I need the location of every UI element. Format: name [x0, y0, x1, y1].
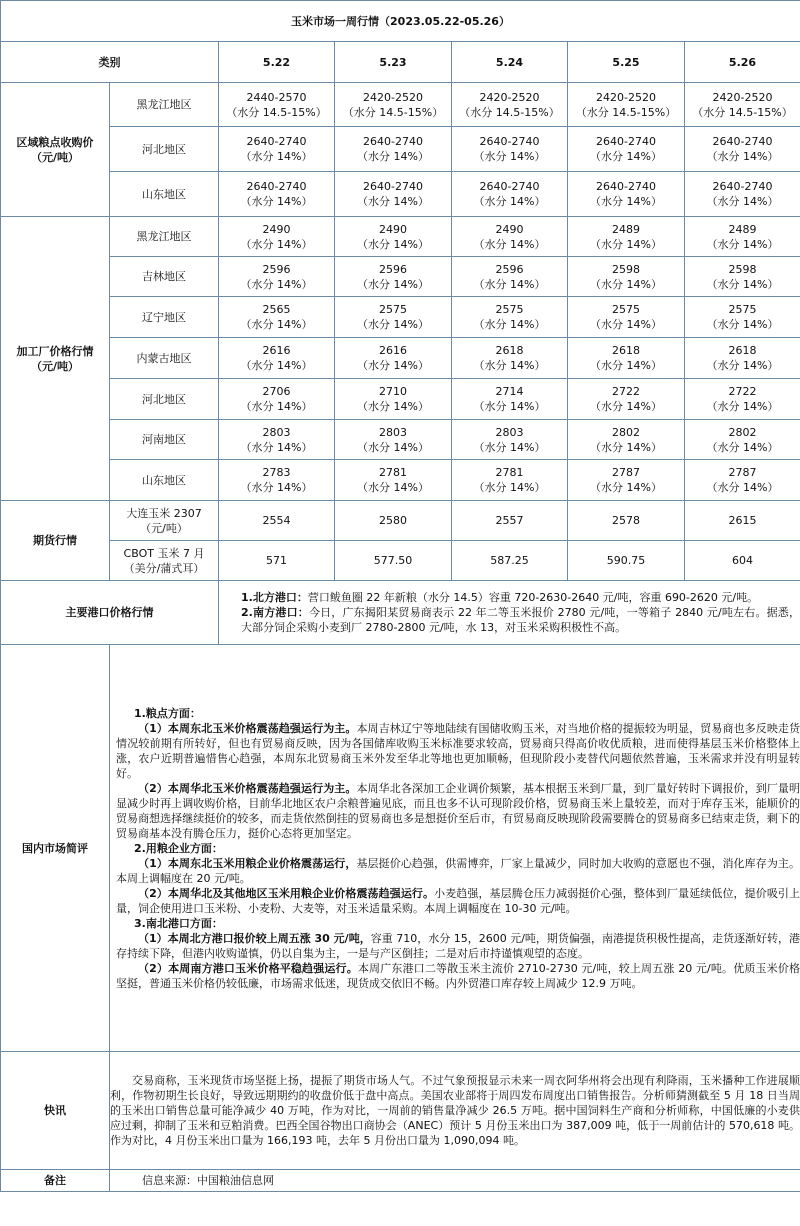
- price-cell: 2640-2740 （水分 14%）: [452, 172, 568, 217]
- futures-value: 2580: [335, 501, 452, 541]
- price-cell: 2575 （水分 14%）: [335, 297, 452, 338]
- port-item: 1.北方港口：营口鲅鱼圈 22 年新粮（水分 14.5）容重 720-2630-2640 元/吨，容重 690-2620 元/吨。: [241, 591, 759, 604]
- futures-value: 571: [219, 541, 335, 581]
- futures-value: 577.50: [335, 541, 452, 581]
- price-cell: 2803 （水分 14%）: [452, 420, 568, 460]
- note-label: 备注: [1, 1170, 110, 1192]
- region-name: 黑龙江地区: [110, 83, 219, 127]
- date-header: 5.22: [219, 42, 335, 83]
- port-item: 2.南方港口：今日，广东揭阳某贸易商表示 22 年二等玉米报价 2780 元/吨，一等箱子 2840 元/吨左右。据悉，大部分饲企采购小麦到厂 2780-2800 元/吨，水 13，对玉米采购积极性不高。: [241, 606, 800, 634]
- port-price-label: 主要港口价格行情: [1, 581, 219, 645]
- price-cell: 2722 （水分 14%）: [568, 379, 685, 420]
- price-cell: 2640-2740 （水分 14%）: [335, 172, 452, 217]
- price-cell: 2420-2520 （水分 14.5-15%）: [452, 83, 568, 127]
- price-cell: 2802 （水分 14%）: [568, 420, 685, 460]
- futures-value: 2615: [685, 501, 800, 541]
- region-name: 吉林地区: [110, 257, 219, 297]
- price-cell: 2616 （水分 14%）: [219, 338, 335, 379]
- review-paragraph: （1）本周东北玉米价格震荡趋强运行为主。本周吉林辽宁等地陆续有国储收购玉米，对当地价格的提振较为明显，贸易商也多反映走货情况较前期有所转好，但也有贸易商反映，因为各国储库收购玉米标准要求较高，贸易商只得高价收优质粮，进而使得基层玉米价格整体上涨，农户近期普遍惜售心趋强，本周东北贸易商玉米外发至华北等地也更加顺畅，但现阶段小麦替代问题依然普遍，玉米需求并没有明显转好。: [116, 721, 800, 780]
- review-section-head: 2.用粮企业方面：: [134, 841, 223, 855]
- price-cell: 2575 （水分 14%）: [452, 297, 568, 338]
- price-cell: 2640-2740 （水分 14%）: [335, 127, 452, 172]
- price-cell: 2420-2520 （水分 14.5-15%）: [335, 83, 452, 127]
- price-cell: 2575 （水分 14%）: [568, 297, 685, 338]
- price-cell: 2640-2740 （水分 14%）: [568, 172, 685, 217]
- price-cell: 2640-2740 （水分 14%）: [219, 172, 335, 217]
- regional-price-label: 区域粮点收购价（元/吨）: [1, 83, 110, 217]
- price-cell: 2706 （水分 14%）: [219, 379, 335, 420]
- category-header: 类别: [1, 42, 219, 83]
- price-cell: 2490 （水分 14%）: [452, 217, 568, 257]
- review-text: [110, 645, 800, 1052]
- region-name: 黑龙江地区: [110, 217, 219, 257]
- price-cell: 2781 （水分 14%）: [452, 460, 568, 501]
- port-price-text: [219, 581, 800, 645]
- review-label: 国内市场简评: [1, 645, 110, 1052]
- futures-value: 604: [685, 541, 800, 581]
- price-cell: 2640-2740 （水分 14%）: [685, 127, 800, 172]
- price-cell: 2575 （水分 14%）: [685, 297, 800, 338]
- price-cell: 2783 （水分 14%）: [219, 460, 335, 501]
- review-paragraph: （1）本周东北玉米用粮企业价格震荡运行，基层挺价心趋强，供需博弈，厂家上量减少，同时加大收购的意愿也不强，消化库存为主。本周上调幅度在 20 元/吨。: [116, 856, 800, 885]
- price-cell: 2420-2520 （水分 14.5-15%）: [568, 83, 685, 127]
- price-cell: 2490 （水分 14%）: [335, 217, 452, 257]
- price-cell: 2618 （水分 14%）: [452, 338, 568, 379]
- price-cell: 2618 （水分 14%）: [568, 338, 685, 379]
- price-cell: 2640-2740 （水分 14%）: [219, 127, 335, 172]
- price-cell: 2640-2740 （水分 14%）: [568, 127, 685, 172]
- price-cell: 2781 （水分 14%）: [335, 460, 452, 501]
- futures-name: 大连玉米 2307 （元/吨）: [110, 501, 219, 541]
- date-header: 5.24: [452, 42, 568, 83]
- review-section-head: 1.粮点方面：: [134, 706, 201, 720]
- price-cell: 2598 （水分 14%）: [685, 257, 800, 297]
- price-cell: 2490 （水分 14%）: [219, 217, 335, 257]
- region-name: 河北地区: [110, 379, 219, 420]
- price-cell: 2565 （水分 14%）: [219, 297, 335, 338]
- price-cell: 2802 （水分 14%）: [685, 420, 800, 460]
- futures-value: 2554: [219, 501, 335, 541]
- futures-value: 2557: [452, 501, 568, 541]
- futures-name: CBOT 玉米 7 月 （美分/蒲式耳）: [110, 541, 219, 581]
- page-title: 玉米市场一周行情（2023.05.22-05.26）: [1, 1, 800, 42]
- price-cell: 2598 （水分 14%）: [568, 257, 685, 297]
- price-cell: 2787 （水分 14%）: [568, 460, 685, 501]
- region-name: 河南地区: [110, 420, 219, 460]
- region-name: 辽宁地区: [110, 297, 219, 338]
- region-name: 内蒙古地区: [110, 338, 219, 379]
- review-paragraph: （1）本周北方港口报价较上周五涨 30 元/吨，容重 710，水分 15，2600 元/吨，期货偏强，南港提货积极性提高，走货逐渐好转，港存持续下降，但港内收购谨慎，仍以自集为主，一是与产区倒挂；二是对后市持谨慎观望的态度。: [116, 931, 800, 960]
- price-cell: 2489 （水分 14%）: [685, 217, 800, 257]
- region-name: 河北地区: [110, 127, 219, 172]
- price-cell: 2640-2740 （水分 14%）: [452, 127, 568, 172]
- price-cell: 2640-2740 （水分 14%）: [685, 172, 800, 217]
- price-cell: 2803 （水分 14%）: [335, 420, 452, 460]
- review-section-head: 3.南北港口方面：: [134, 916, 223, 930]
- futures-value: 590.75: [568, 541, 685, 581]
- futures-label: 期货行情: [1, 501, 110, 581]
- price-cell: 2803 （水分 14%）: [219, 420, 335, 460]
- date-header: 5.26: [685, 42, 800, 83]
- price-cell: 2710 （水分 14%）: [335, 379, 452, 420]
- price-cell: 2618 （水分 14%）: [685, 338, 800, 379]
- price-cell: 2440-2570 （水分 14.5-15%）: [219, 83, 335, 127]
- price-cell: 2420-2520 （水分 14.5-15%）: [685, 83, 800, 127]
- price-cell: 2596 （水分 14%）: [335, 257, 452, 297]
- price-cell: 2489 （水分 14%）: [568, 217, 685, 257]
- date-header: 5.25: [568, 42, 685, 83]
- price-cell: 2616 （水分 14%）: [335, 338, 452, 379]
- news-text: 交易商称，玉米现货市场坚挺上扬，提振了期货市场人气。不过气象预报显示未来一周衣阿华州将会出现有利降雨，玉米播种工作进展顺利，作物初期生长良好，导致远期期约的收盘价低于盘中高点。美国农业部将于周四发布周度出口销售报告。分析师猜测截至 5 月 18 日当周的玉米出口销售总量可能净减少 40 万吨，作为对比，一周前的销售量净减少 26.5 万吨。据中国饲料生产商和分析师称，中国低廉的小麦供应过剩，抑制了玉米和豆粕消费。巴西全国谷物出口商协会（ANEC）预计 5 月份玉米出口为 387,009 吨，低于一周前估计的 570,618 吨。作为对比，4 月份玉米出口量为 166,193 吨，去年 5 月份出口量为 1,090,094 吨。: [110, 1052, 800, 1170]
- note-text: 信息来源：中国粮油信息网: [110, 1170, 800, 1192]
- futures-value: 587.25: [452, 541, 568, 581]
- price-cell: 2787 （水分 14%）: [685, 460, 800, 501]
- review-paragraph: （2）本周华北玉米价格震荡趋强运行为主。本周华北各深加工企业调价频繁，基本根据玉米到厂量，到厂量好转时下调报价，到厂量明显减少时再上调收购价格，目前华北地区农户余粮普遍见底，而且也多不认可现阶段价格，贸易商玉米上量较差，而对于库存玉米，能顺价的贸易商想选择继续挺价的较多，而走货依然倒挂的贸易商也多是想挺价至后市，有贸易商反映现阶段需要腾仓的贸易商多已结束走货，剩下的贸易商基本没有腾仓压力，挺价心态将更加坚定。: [116, 781, 800, 840]
- price-cell: 2596 （水分 14%）: [452, 257, 568, 297]
- review-paragraph: （2）本周华北及其他地区玉米用粮企业价格震荡趋强运行。小麦趋强，基层腾仓压力减弱挺价心强，整体到厂量延续低位，提价吸引上量，饲企使用进口玉米粉、小麦粉、大麦等，对玉米适量采购。本周上调幅度在 10-30 元/吨。: [116, 886, 800, 915]
- date-header: 5.23: [335, 42, 452, 83]
- region-name: 山东地区: [110, 172, 219, 217]
- factory-price-label: 加工厂价格行情（元/吨）: [1, 217, 110, 501]
- news-label: 快讯: [1, 1052, 110, 1170]
- price-cell: 2722 （水分 14%）: [685, 379, 800, 420]
- price-cell: 2596 （水分 14%）: [219, 257, 335, 297]
- futures-value: 2578: [568, 501, 685, 541]
- price-cell: 2714 （水分 14%）: [452, 379, 568, 420]
- review-paragraph: （2）本周南方港口玉米价格平稳趋强运行。本周广东港口二等散玉米主流价 2710-2730 元/吨，较上周五涨 20 元/吨。优质玉米价格坚挺，普通玉米价格仍较低廉，市场需求低迷，现货成交依旧不畅。内外贸港口库存较上周减少 12.9 万吨。: [116, 961, 800, 990]
- region-name: 山东地区: [110, 460, 219, 501]
